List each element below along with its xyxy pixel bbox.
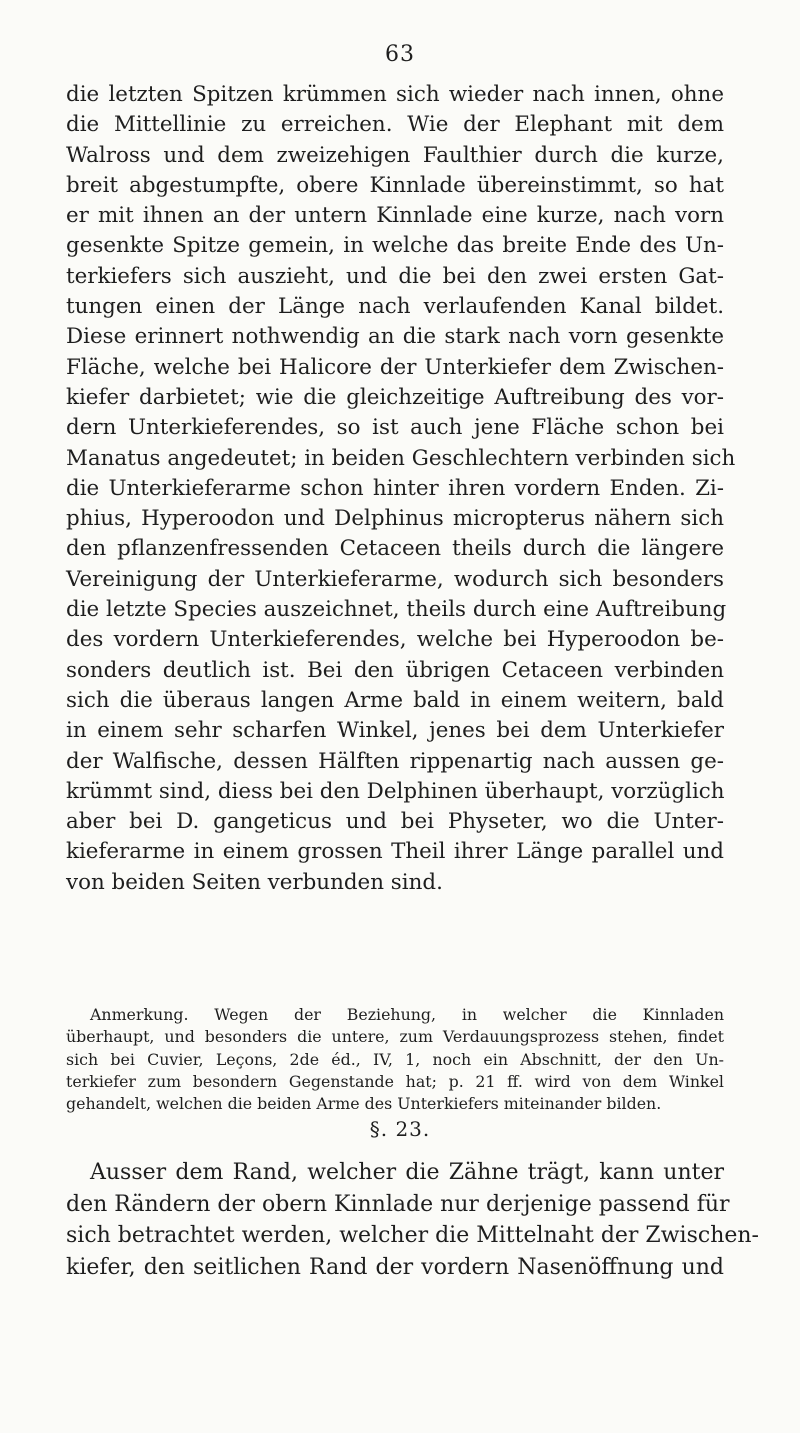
text-line: den Rändern der obern Kinnlade nur derjenige passend für [66,1191,730,1217]
text-line: sich betrachtet werden, welcher die Mittelnaht der Zwischen- [66,1223,759,1248]
text-line: Vereinigung der Unterkieferarme, wodurch sich besonders [66,566,724,592]
text-line: er mit ihnen an der untern Kinnlade eine kurze, nach vorn [66,203,724,229]
text-line: die letzte Species auszeichnet, theils durch eine Auftreibung [66,597,727,623]
text-line: den pflanzenfressenden Cetaceen theils durch die längere [66,536,724,562]
text-line: kiefer, den seitlichen Rand der vordern Nasenöffnung und [66,1254,724,1280]
text-line: in einem sehr scharfen Winkel, jenes bei dem Unterkiefer [66,718,724,744]
text-line: Fläche, welche bei Halicore der Unterkiefer dem Zwischen- [66,354,724,380]
page-number: 63 [385,42,415,67]
text-line: dern Unterkieferendes, so ist auch jene Fläche schon bei [66,415,724,441]
text-line: des vordern Unterkieferendes, welche bei Hyperoodon be- [66,627,724,653]
text-line: die Mittellinie zu erreichen. Wie der Elephant mit dem [66,112,724,138]
footnote-annotation [66,1004,724,1115]
text-line: sich die überaus langen Arme bald in einem weitern, bald [66,687,724,713]
note-line: sich bei Cuvier, Leçons, 2de éd., IV, 1, noch ein Abschnitt, der den Un- [66,1049,724,1069]
text-line: Walross und dem zweizehigen Faulthier durch die kurze, [66,142,724,168]
note-line: gehandelt, welchen die beiden Arme des Unterkiefers miteinander bilden. [66,1094,662,1114]
text-line: Diese erinnert nothwendig an die stark nach vorn gesenkte [66,324,724,350]
text-line: Manatus angedeutet; in beiden Geschlechtern verbinden sich [66,445,736,471]
text-line: die Unterkieferarme schon hinter ihren vordern Enden. Zi- [66,475,724,501]
text-line: die letzten Spitzen krümmen sich wieder nach innen, ohne [66,82,724,107]
text-line: breit abgestumpfte, obere Kinnlade übereinstimmt, so hat [66,172,724,198]
text-line: tungen einen der Länge nach verlaufenden Kanal bildet. [66,294,724,320]
note-line: überhaupt, und besonders die untere, zum Verdauungsprozess stehen, findet [66,1027,724,1047]
text-line: phius, Hyperoodon und Delphinus micropterus nähern sich [66,506,724,532]
main-paragraph [66,80,736,898]
section-heading: §. 23. [369,1117,431,1141]
text-line: terkiefers sich auszieht, und die bei den zwei ersten Gat- [66,263,724,289]
text-line: von beiden Seiten verbunden sind. [66,869,443,895]
text-line: der Walfische, dessen Hälften rippenartig nach aussen ge- [66,748,724,774]
text-line: kiefer darbietet; wie die gleichzeitige Auftreibung des vor- [66,384,724,410]
text-line: kieferarme in einem grossen Theil ihrer Länge parallel und [66,839,724,865]
text-line: sonders deutlich ist. Bei den übrigen Cetaceen verbinden [66,657,724,683]
text-line: krümmt sind, diess bei den Delphinen überhaupt, vorzüglich [66,778,725,804]
note-line: Anmerkung. Wegen der Beziehung, in welcher die Kinnladen [90,1005,724,1024]
section-paragraph [66,1157,759,1283]
text-line: aber bei D. gangeticus und bei Physeter, wo die Unter- [66,809,724,835]
text-line: gesenkte Spitze gemein, in welche das breite Ende des Un- [66,233,724,259]
text-line: Ausser dem Rand, welcher die Zähne trägt, kann unter [90,1160,724,1185]
note-line: terkiefer zum besondern Gegenstande hat; p. 21 ff. wird von dem Winkel [66,1071,724,1091]
